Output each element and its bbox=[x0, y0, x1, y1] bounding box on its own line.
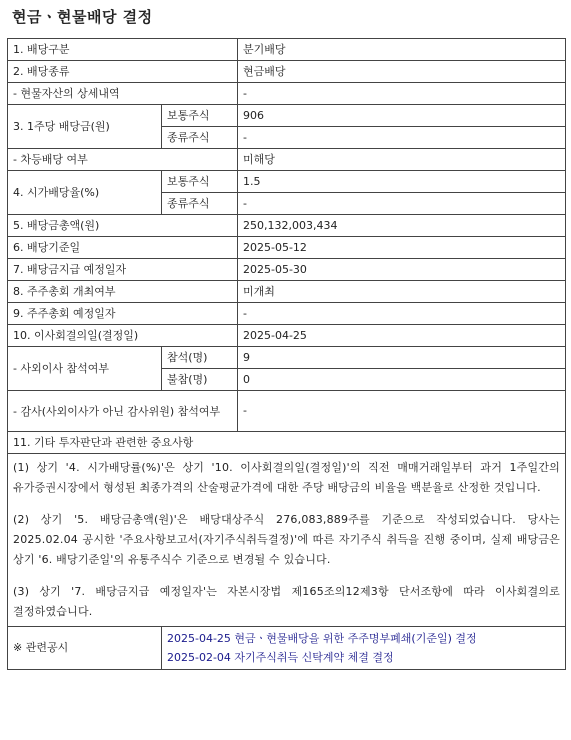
row-sublabel: 참석(명) bbox=[162, 347, 238, 369]
row-sublabel: 종류주식 bbox=[162, 127, 238, 149]
table-row bbox=[8, 83, 566, 105]
table-row bbox=[8, 454, 566, 627]
table-row bbox=[8, 432, 566, 454]
note-paragraph: (1) 상기 '4. 시가배당률(%)'은 상기 '10. 이사회결의일(결정일)'의 직전 매매거래일부터 과거 1주일간의 유가증권시장에서 형성된 최종가격의 산술평균가격에 대한 주당 배당금의 비율을 백분율로 산정한 것입니다. bbox=[13, 461, 560, 494]
related-label: ※ 관련공시 bbox=[8, 627, 162, 670]
row-label: - 차등배당 여부 bbox=[8, 149, 238, 171]
row-label: 3. 1주당 배당금(원) bbox=[8, 105, 162, 149]
row-value: 250,132,003,434 bbox=[238, 215, 566, 237]
row-value: 1.5 bbox=[238, 171, 566, 193]
note-paragraph: (3) 상기 '7. 배당금지급 예정일자'는 자본시장법 제165조의12제3항 단서조항에 따라 이사회결의로 결정하였습니다. bbox=[13, 585, 560, 618]
table-row bbox=[8, 325, 566, 347]
table-row bbox=[8, 391, 566, 432]
row-label: 9. 주주총회 예정일자 bbox=[8, 303, 238, 325]
table-row bbox=[8, 105, 566, 127]
row-label: 2. 배당종류 bbox=[8, 61, 238, 83]
page-title: 현금ㆍ현물배당 결정 bbox=[12, 8, 153, 26]
row-label: 11. 기타 투자판단과 관련한 중요사항 bbox=[8, 432, 566, 454]
row-value: - bbox=[238, 127, 566, 149]
dividend-disclosure-table bbox=[7, 38, 566, 670]
related-link[interactable]: 2025-02-04 자기주식취득 신탁계약 체결 결정 bbox=[167, 651, 394, 664]
row-value: 분기배당 bbox=[238, 39, 566, 61]
row-label: - 감사(사외이사가 아닌 감사위원) 참석여부 bbox=[8, 391, 238, 432]
row-sublabel: 보통주식 bbox=[162, 171, 238, 193]
row-label: 8. 주주총회 개최여부 bbox=[8, 281, 238, 303]
row-value: - bbox=[238, 391, 566, 432]
related-link[interactable]: 2025-04-25 현금ㆍ현물배당을 위한 주주명부폐쇄(기준일) 결정 bbox=[167, 632, 477, 645]
row-value: - bbox=[238, 303, 566, 325]
row-label: 10. 이사회결의일(결정일) bbox=[8, 325, 238, 347]
row-value: 2025-05-12 bbox=[238, 237, 566, 259]
row-sublabel: 종류주식 bbox=[162, 193, 238, 215]
row-label: 6. 배당기준일 bbox=[8, 237, 238, 259]
row-value: - bbox=[238, 193, 566, 215]
table-row bbox=[8, 61, 566, 83]
row-sublabel: 불참(명) bbox=[162, 369, 238, 391]
table-row bbox=[8, 237, 566, 259]
notes-cell bbox=[8, 454, 566, 627]
row-value: 0 bbox=[238, 369, 566, 391]
table-row bbox=[8, 281, 566, 303]
note-paragraph: (2) 상기 '5. 배당금총액(원)'은 배당대상주식 276,083,889주를 기준으로 작성되었습니다. 당사는 2025.02.04 공시한 '주요사항보고서(자기주식취득결정)'에 따른 자기주식 취득을 진행 중이며, 실제 배당금은 상기 '6. 배당기준일'의 유통주식수 기준으로 변경될 수 있습니다. bbox=[13, 513, 560, 566]
table-row bbox=[8, 149, 566, 171]
table-row bbox=[8, 171, 566, 193]
row-sublabel: 보통주식 bbox=[162, 105, 238, 127]
row-value: 2025-05-30 bbox=[238, 259, 566, 281]
row-label: 7. 배당금지급 예정일자 bbox=[8, 259, 238, 281]
row-label: 5. 배당금총액(원) bbox=[8, 215, 238, 237]
row-value: 2025-04-25 bbox=[238, 325, 566, 347]
row-label: - 사외이사 참석여부 bbox=[8, 347, 162, 391]
table-row bbox=[8, 215, 566, 237]
table-row bbox=[8, 303, 566, 325]
row-value: 미개최 bbox=[238, 281, 566, 303]
row-value: - bbox=[238, 83, 566, 105]
row-value: 현금배당 bbox=[238, 61, 566, 83]
row-value: 미해당 bbox=[238, 149, 566, 171]
table-row bbox=[8, 627, 566, 670]
row-label: - 현물자산의 상세내역 bbox=[8, 83, 238, 105]
row-label: 1. 배당구분 bbox=[8, 39, 238, 61]
table-row bbox=[8, 259, 566, 281]
related-links-cell bbox=[162, 627, 566, 670]
table-row bbox=[8, 347, 566, 369]
row-value: 9 bbox=[238, 347, 566, 369]
table-row bbox=[8, 39, 566, 61]
row-value: 906 bbox=[238, 105, 566, 127]
row-label: 4. 시가배당율(%) bbox=[8, 171, 162, 215]
